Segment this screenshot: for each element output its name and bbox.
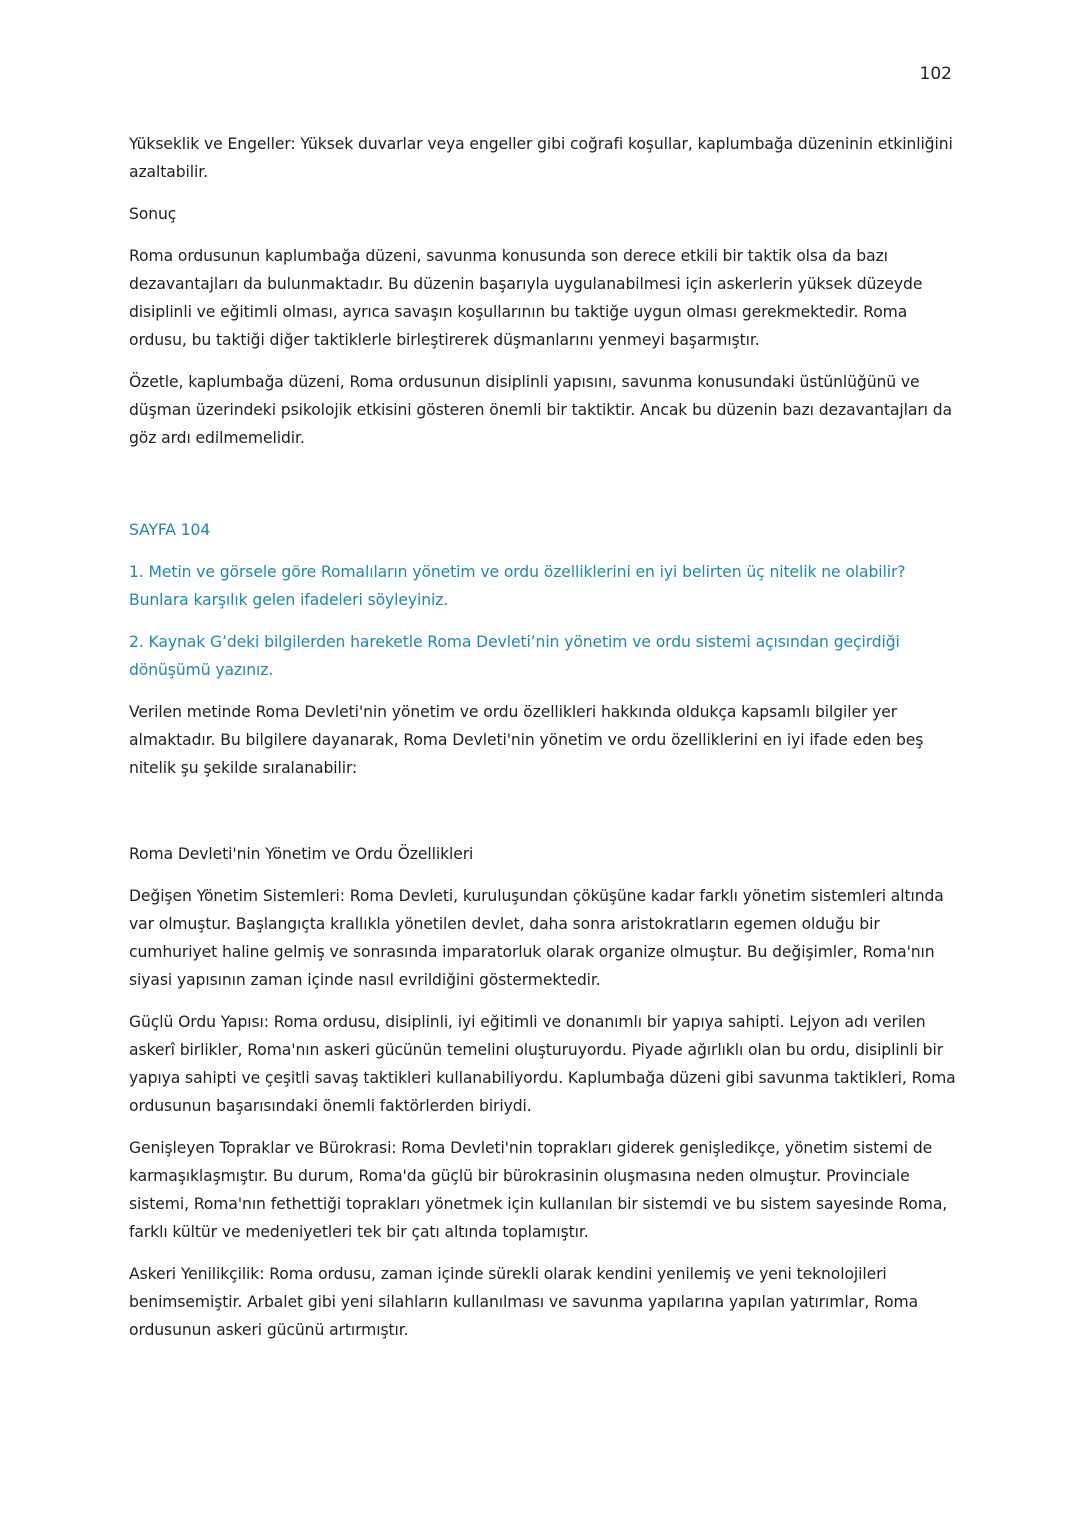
question-2: 2. Kaynak G’deki bilgilerden hareketle Roma Devleti’nin yönetim ve ordu sistemi açısından geçirdiği dönüşümü yazınız. bbox=[129, 633, 900, 679]
feature-4: Askeri Yenilikçilik: Roma ordusu, zaman içinde sürekli olarak kendini yenilemiş ve yeni teknolojileri benimsemiştir. Arbalet gibi yeni silahların kullanılması ve savunma yapılarına yapılan yatırımlar, Roma ordusunun askeri gücünü artırmıştır. bbox=[129, 1265, 919, 1339]
feature-1: Değişen Yönetim Sistemleri: Roma Devleti, kuruluşundan çöküşüne kadar farklı yönetim sistemleri altında var olmuştur. Başlangıçta krallıkla yönetilen devlet, daha sonra aristokratların egemen olduğu bir cumhuriyet haline gelmiş ve sonrasında imparatorluk olarak organize olmuştur. Bu değişimler, Roma'nın siyasi yapısının zaman içinde nasıl evrildiğini göstermektedir. bbox=[129, 887, 944, 989]
page-number: 102 bbox=[919, 64, 952, 84]
sonuc-paragraph-2: Özetle, kaplumbağa düzeni, Roma ordusunun disiplinli yapısını, savunma konusundaki üstünlüğünü ve düşman üzerindeki psikolojik etkisini gösteren önemli bir taktiktir. Ancak bu düzenin bazı dezavantajları da göz ardı edilmemelidir. bbox=[129, 373, 953, 447]
sonuc-heading: Sonuç bbox=[129, 205, 177, 223]
features-heading: Roma Devleti'nin Yönetim ve Ordu Özellikleri bbox=[129, 845, 474, 863]
answer-intro: Verilen metinde Roma Devleti'nin yönetim ve ordu özellikleri hakkında oldukça kapsamlı bilgiler yer almaktadır. Bu bilgilere dayanarak, Roma Devleti'nin yönetim ve ordu özelliklerini en iyi ifade eden beş nitelik şu şekilde sıralanabilir: bbox=[129, 703, 924, 777]
intro-paragraph: Yükseklik ve Engeller: Yüksek duvarlar veya engeller gibi coğrafi koşullar, kaplumbağa düzeninin etkinliğini azaltabilir. bbox=[129, 135, 953, 181]
feature-2: Güçlü Ordu Yapısı: Roma ordusu, disiplinli, iyi eğitimli ve donanımlı bir yapıya sahipti. Lejyon adı verilen askerî birlikler, Roma'nın askeri gücünün temelini oluşturuyordu. Piyade ağırlıklı olan bu ordu, disiplinli bir yapıya sahipti ve çeşitli savaş taktikleri kullanabiliyordu. Kaplumbağa düzeni gibi savunma taktikleri, Roma ordusunun başarısındaki önemli faktörlerden biriydi. bbox=[129, 1013, 956, 1115]
features-spacer bbox=[129, 796, 959, 840]
question-1: 1. Metin ve görsele göre Romalıların yönetim ve ordu özelliklerini en iyi belirten üç nitelik ne olabilir? Bunlara karşılık gelen ifadeleri söyleyiniz. bbox=[129, 563, 906, 609]
document-content bbox=[129, 130, 959, 1358]
sonuc-paragraph-1: Roma ordusunun kaplumbağa düzeni, savunma konusunda son derece etkili bir taktik olsa da bazı dezavantajları da bulunmaktadır. Bu düzenin başarıyla uygulanabilmesi için askerlerin yüksek düzeyde disiplinli ve eğitimli olması, ayrıca savaşın koşullarının bu taktiğe uygun olması gerekmektedir. Roma ordusu, bu taktiği diğer taktiklerle birleştirerek düşmanlarını yenmeyi başarmıştır. bbox=[129, 247, 923, 349]
feature-3: Genişleyen Topraklar ve Bürokrasi: Roma Devleti'nin toprakları giderek genişledikçe, yönetim sistemi de karmaşıklaşmıştır. Bu durum, Roma'da güçlü bir bürokrasinin oluşmasına neden olmuştur. Provinciale sistemi, Roma'nın fethettiği toprakları yönetmek için kullanılan bir sistemdi ve bu sistem sayesinde Roma, farklı kültür ve medeniyetleri tek bir çatı altında toplamıştır. bbox=[129, 1139, 948, 1241]
section-spacer bbox=[129, 466, 959, 516]
section-heading: SAYFA 104 bbox=[129, 521, 211, 539]
